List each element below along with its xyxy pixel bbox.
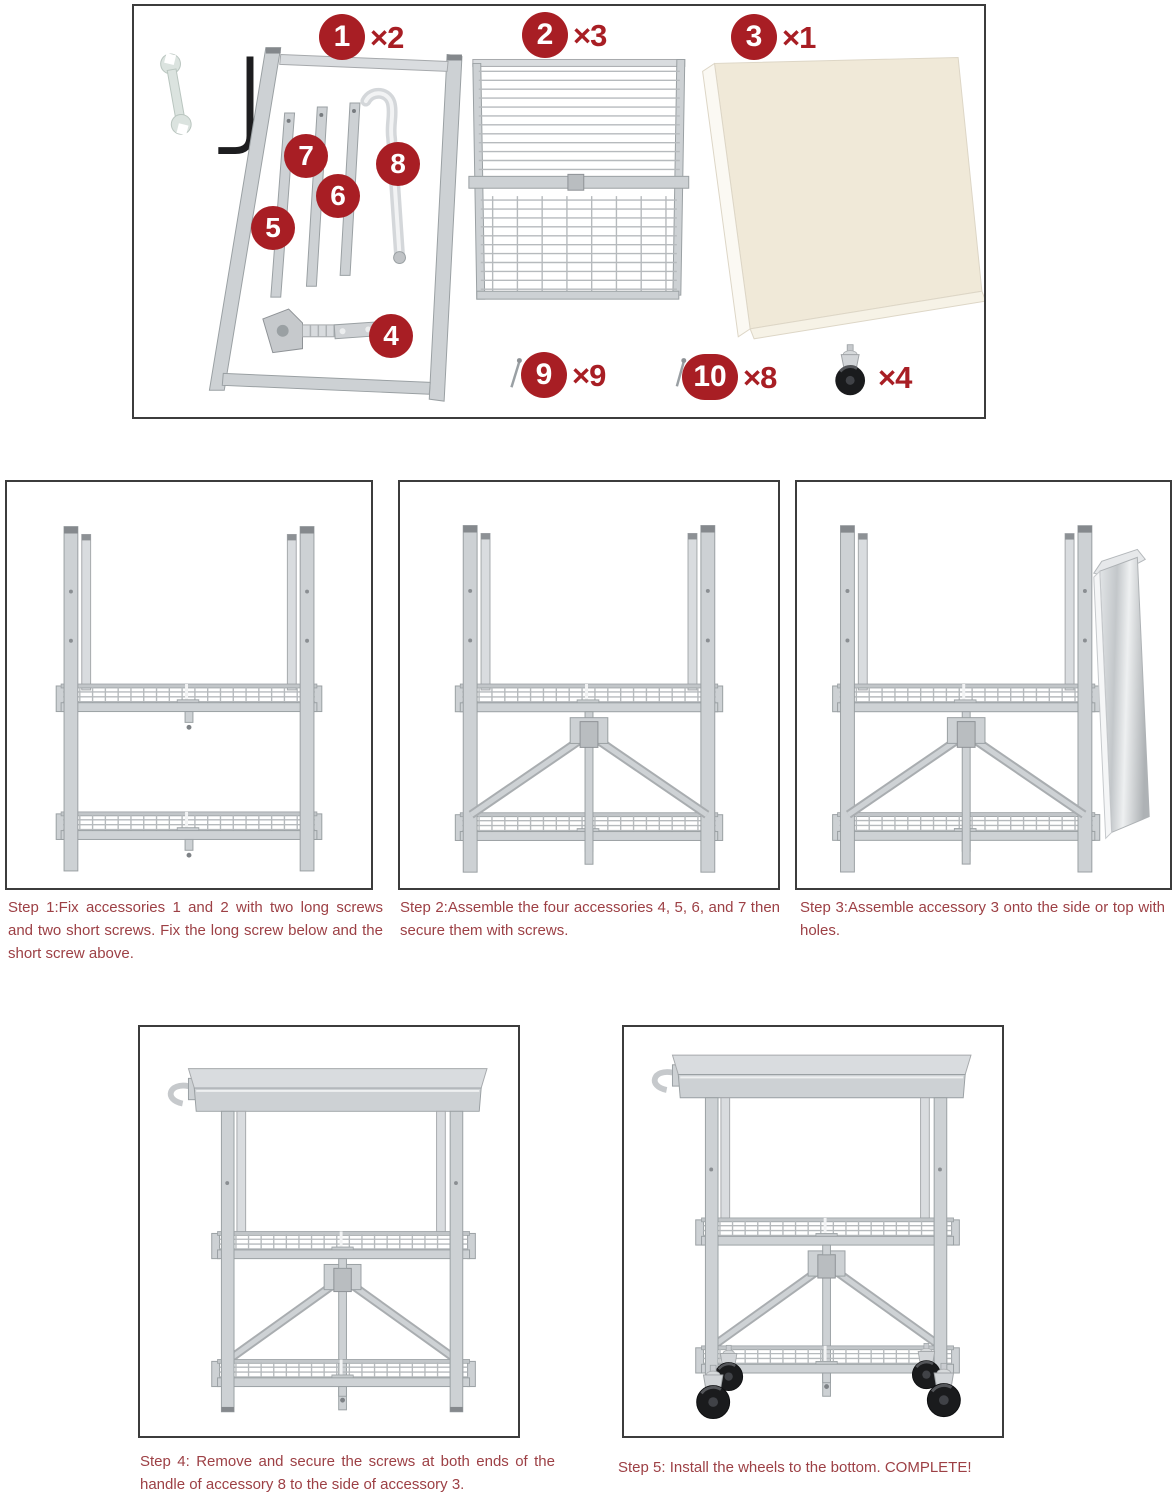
part-badge-4: 4 bbox=[369, 314, 413, 358]
part-badge-5: 5 bbox=[251, 206, 295, 250]
step-1-illustration bbox=[7, 482, 371, 888]
step-4-illustration bbox=[140, 1027, 518, 1436]
part-qty-1: ×2 bbox=[370, 19, 404, 55]
step-3-image bbox=[795, 480, 1172, 890]
caster-wheel-icon bbox=[835, 345, 865, 396]
step-1-caption: Step 1:Fix accessories 1 and 2 with two long screws and two short screws. Fix the long screw below and the short screw above. bbox=[8, 899, 383, 962]
step-4-image bbox=[138, 1025, 520, 1438]
wrench-icon bbox=[159, 51, 193, 138]
allen-key-icon bbox=[218, 57, 250, 151]
part-qty-3: ×1 bbox=[782, 19, 816, 55]
part-badge-3: 3 bbox=[731, 14, 777, 60]
part-label-9 bbox=[521, 352, 605, 398]
part-badge-10: 10 bbox=[682, 354, 738, 400]
step-5-image bbox=[622, 1025, 1004, 1438]
step-5-illustration bbox=[624, 1027, 1002, 1436]
part-badge-8: 8 bbox=[376, 142, 420, 186]
step-3-illustration bbox=[797, 482, 1170, 888]
part-label-3 bbox=[731, 14, 815, 60]
part-label-2 bbox=[522, 12, 606, 58]
part-badge-6: 6 bbox=[316, 174, 360, 218]
part-qty-2: ×3 bbox=[573, 17, 607, 53]
part-badge-1: 1 bbox=[319, 14, 365, 60]
tabletop-leaning bbox=[1094, 549, 1149, 838]
wheel-qty: ×4 bbox=[878, 360, 912, 395]
step-4-caption: Step 4: Remove and secure the screws at both ends of the handle of accessory 8 to the side of accessory 3. bbox=[140, 1453, 555, 1493]
parts-overview-box bbox=[132, 4, 986, 419]
step-2-illustration bbox=[400, 482, 778, 888]
step-3-caption: Step 3:Assemble accessory 3 onto the side or top with holes. bbox=[800, 899, 1165, 939]
part-label-10 bbox=[682, 354, 776, 400]
step-1-image bbox=[5, 480, 373, 890]
part-qty-10: ×8 bbox=[743, 359, 777, 395]
step-2-caption: Step 2:Assemble the four accessories 4, 5, 6, and 7 then secure them with screws. bbox=[400, 899, 780, 939]
part-badge-9: 9 bbox=[521, 352, 567, 398]
part-badge-7: 7 bbox=[284, 134, 328, 178]
wheel-qty-label bbox=[878, 362, 911, 393]
step-5-caption: Step 5: Install the wheels to the bottom. COMPLETE! bbox=[618, 1459, 972, 1476]
part-label-1 bbox=[319, 14, 403, 60]
tabletop-part bbox=[703, 57, 984, 338]
wire-shelf-part bbox=[469, 59, 689, 299]
part-qty-9: ×9 bbox=[572, 357, 606, 393]
step-2-image bbox=[398, 480, 780, 890]
part-badge-2: 2 bbox=[522, 12, 568, 58]
